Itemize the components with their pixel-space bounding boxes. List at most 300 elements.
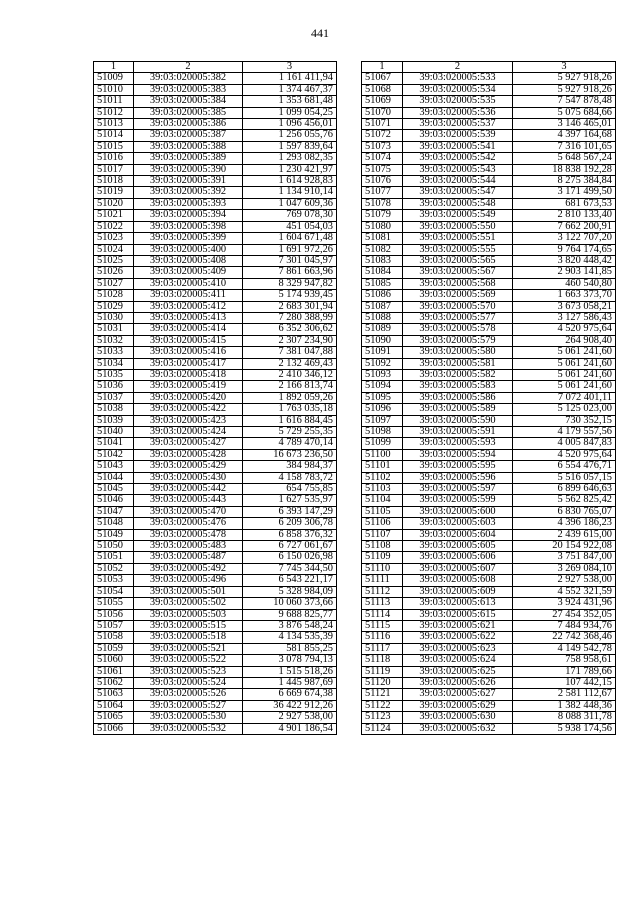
cadastral-code-cell: 39:03:020005:591 xyxy=(403,427,513,438)
table-row xyxy=(94,347,337,358)
row-number-cell: 51115 xyxy=(362,620,403,631)
value-cell: 7 381 047,88 xyxy=(243,347,337,358)
table-row xyxy=(362,700,616,711)
row-number-cell: 51056 xyxy=(94,609,134,620)
row-number-cell: 51085 xyxy=(362,278,403,289)
table-row xyxy=(94,495,337,506)
data-table-right xyxy=(361,61,616,735)
table-row xyxy=(362,609,616,620)
cadastral-code-cell: 39:03:020005:627 xyxy=(403,689,513,700)
cadastral-code-cell: 39:03:020005:535 xyxy=(403,96,513,107)
cadastral-code-cell: 39:03:020005:424 xyxy=(134,427,243,438)
row-number-cell: 51039 xyxy=(94,415,134,426)
cadastral-code-cell: 39:03:020005:415 xyxy=(134,335,243,346)
table-row xyxy=(362,620,616,631)
value-cell: 4 520 975,64 xyxy=(513,324,616,335)
value-cell: 10 060 373,66 xyxy=(243,598,337,609)
value-cell: 1 293 082,35 xyxy=(243,153,337,164)
value-cell: 1 353 681,48 xyxy=(243,96,337,107)
value-cell: 9 764 174,65 xyxy=(513,244,616,255)
row-number-cell: 51103 xyxy=(362,484,403,495)
table-row xyxy=(94,643,337,654)
row-number-cell: 51093 xyxy=(362,369,403,380)
value-cell: 5 729 255,35 xyxy=(243,427,337,438)
value-cell: 6 858 376,32 xyxy=(243,529,337,540)
value-cell: 9 688 825,77 xyxy=(243,609,337,620)
row-number-cell: 51044 xyxy=(94,472,134,483)
cadastral-code-cell: 39:03:020005:524 xyxy=(134,677,243,688)
row-number-cell: 51098 xyxy=(362,427,403,438)
row-number-cell: 51108 xyxy=(362,541,403,552)
row-number-cell: 51047 xyxy=(94,506,134,517)
cadastral-code-cell: 39:03:020005:382 xyxy=(134,73,243,84)
cadastral-code-cell: 39:03:020005:544 xyxy=(403,176,513,187)
row-number-cell: 51121 xyxy=(362,689,403,700)
table-row xyxy=(362,677,616,688)
row-number-cell: 51031 xyxy=(94,324,134,335)
value-cell: 730 352,15 xyxy=(513,415,616,426)
table-row xyxy=(362,107,616,118)
table-row xyxy=(94,609,337,620)
cadastral-code-cell: 39:03:020005:387 xyxy=(134,130,243,141)
row-number-cell: 51070 xyxy=(362,107,403,118)
table-row xyxy=(94,358,337,369)
cadastral-code-cell: 39:03:020005:589 xyxy=(403,404,513,415)
table-row xyxy=(94,301,337,312)
value-cell: 4 396 186,23 xyxy=(513,518,616,529)
table-row xyxy=(94,392,337,403)
table-row xyxy=(94,267,337,278)
row-number-cell: 51027 xyxy=(94,278,134,289)
row-number-cell: 51021 xyxy=(94,210,134,221)
table-row xyxy=(362,632,616,643)
row-number-cell: 51079 xyxy=(362,210,403,221)
cadastral-code-cell: 39:03:020005:409 xyxy=(134,267,243,278)
cadastral-code-cell: 39:03:020005:543 xyxy=(403,164,513,175)
row-number-cell: 51075 xyxy=(362,164,403,175)
table-row xyxy=(94,518,337,529)
cadastral-code-cell: 39:03:020005:388 xyxy=(134,141,243,152)
row-number-cell: 51087 xyxy=(362,301,403,312)
row-number-cell: 51065 xyxy=(94,712,134,723)
data-table-left xyxy=(93,61,337,735)
table-row xyxy=(362,712,616,723)
page-number: 441 xyxy=(311,26,329,40)
row-number-cell: 51112 xyxy=(362,586,403,597)
table-row xyxy=(362,427,616,438)
value-cell: 3 924 431,96 xyxy=(513,598,616,609)
value-cell: 6 830 765,07 xyxy=(513,506,616,517)
column-header-cadastral-code: 2 xyxy=(403,62,513,73)
row-number-cell: 51036 xyxy=(94,381,134,392)
row-number-cell: 51024 xyxy=(94,244,134,255)
cadastral-code-cell: 39:03:020005:567 xyxy=(403,267,513,278)
table-row xyxy=(94,712,337,723)
cadastral-code-cell: 39:03:020005:624 xyxy=(403,655,513,666)
value-cell: 7 316 101,65 xyxy=(513,141,616,152)
value-cell: 7 547 878,48 xyxy=(513,96,616,107)
value-cell: 3 820 448,42 xyxy=(513,255,616,266)
value-cell: 3 673 058,21 xyxy=(513,301,616,312)
value-cell: 1 374 467,37 xyxy=(243,84,337,95)
table-row xyxy=(94,586,337,597)
value-cell: 6 352 306,62 xyxy=(243,324,337,335)
row-number-cell: 51023 xyxy=(94,233,134,244)
row-number-cell: 51010 xyxy=(94,84,134,95)
value-cell: 3 146 465,01 xyxy=(513,119,616,130)
row-number-cell: 51077 xyxy=(362,187,403,198)
value-cell: 5 061 241,60 xyxy=(513,369,616,380)
value-cell: 1 445 987,69 xyxy=(243,677,337,688)
row-number-cell: 51067 xyxy=(362,73,403,84)
value-cell: 4 901 186,54 xyxy=(243,723,337,734)
cadastral-code-cell: 39:03:020005:593 xyxy=(403,438,513,449)
cadastral-code-cell: 39:03:020005:532 xyxy=(134,723,243,734)
cadastral-code-cell: 39:03:020005:521 xyxy=(134,643,243,654)
value-cell: 3 078 794,13 xyxy=(243,655,337,666)
cadastral-code-cell: 39:03:020005:392 xyxy=(134,187,243,198)
cadastral-code-cell: 39:03:020005:429 xyxy=(134,461,243,472)
value-cell: 22 742 368,46 xyxy=(513,632,616,643)
row-number-cell: 51114 xyxy=(362,609,403,620)
value-cell: 6 150 026,98 xyxy=(243,552,337,563)
cadastral-code-cell: 39:03:020005:586 xyxy=(403,392,513,403)
value-cell: 5 938 174,56 xyxy=(513,723,616,734)
value-cell: 1 691 972,26 xyxy=(243,244,337,255)
column-header-value: 3 xyxy=(243,62,337,73)
cadastral-code-cell: 39:03:020005:384 xyxy=(134,96,243,107)
table-row xyxy=(362,575,616,586)
row-number-cell: 51123 xyxy=(362,712,403,723)
row-number-cell: 51064 xyxy=(94,700,134,711)
table-row xyxy=(362,472,616,483)
value-cell: 8 275 384,84 xyxy=(513,176,616,187)
table-row xyxy=(362,278,616,289)
table-row xyxy=(362,392,616,403)
cadastral-code-cell: 39:03:020005:383 xyxy=(134,84,243,95)
cadastral-code-cell: 39:03:020005:430 xyxy=(134,472,243,483)
table-row xyxy=(94,73,337,84)
table-row xyxy=(94,176,337,187)
value-cell: 1 614 928,83 xyxy=(243,176,337,187)
value-cell: 5 927 918,26 xyxy=(513,84,616,95)
row-number-cell: 51054 xyxy=(94,586,134,597)
value-cell: 1 161 411,94 xyxy=(243,73,337,84)
row-number-cell: 51088 xyxy=(362,312,403,323)
table-row xyxy=(362,267,616,278)
row-number-cell: 51014 xyxy=(94,130,134,141)
value-cell: 6 393 147,29 xyxy=(243,506,337,517)
cadastral-code-cell: 39:03:020005:569 xyxy=(403,290,513,301)
table-row xyxy=(94,130,337,141)
table-row xyxy=(94,598,337,609)
row-number-cell: 51090 xyxy=(362,335,403,346)
table-row xyxy=(94,700,337,711)
value-cell: 2 581 112,67 xyxy=(513,689,616,700)
value-cell: 1 230 421,97 xyxy=(243,164,337,175)
row-number-cell: 51030 xyxy=(94,312,134,323)
value-cell: 1 616 884,45 xyxy=(243,415,337,426)
table-row xyxy=(94,278,337,289)
cadastral-code-cell: 39:03:020005:622 xyxy=(403,632,513,643)
cadastral-code-cell: 39:03:020005:423 xyxy=(134,415,243,426)
table-row xyxy=(362,438,616,449)
row-number-cell: 51053 xyxy=(94,575,134,586)
row-number-cell: 51113 xyxy=(362,598,403,609)
cadastral-code-cell: 39:03:020005:548 xyxy=(403,198,513,209)
cadastral-code-cell: 39:03:020005:600 xyxy=(403,506,513,517)
cadastral-code-cell: 39:03:020005:487 xyxy=(134,552,243,563)
cadastral-code-cell: 39:03:020005:390 xyxy=(134,164,243,175)
table-row xyxy=(362,301,616,312)
table-row xyxy=(94,96,337,107)
cadastral-code-cell: 39:03:020005:568 xyxy=(403,278,513,289)
value-cell: 1 892 059,26 xyxy=(243,392,337,403)
cadastral-code-cell: 39:03:020005:578 xyxy=(403,324,513,335)
cadastral-code-cell: 39:03:020005:630 xyxy=(403,712,513,723)
row-number-cell: 51063 xyxy=(94,689,134,700)
cadastral-code-cell: 39:03:020005:400 xyxy=(134,244,243,255)
table-body-right xyxy=(362,73,616,735)
table-row xyxy=(94,552,337,563)
row-number-cell: 51020 xyxy=(94,198,134,209)
table-row xyxy=(362,119,616,130)
value-cell: 4 789 470,14 xyxy=(243,438,337,449)
row-number-cell: 51026 xyxy=(94,267,134,278)
row-number-cell: 51120 xyxy=(362,677,403,688)
row-number-cell: 51068 xyxy=(362,84,403,95)
value-cell: 2 903 141,85 xyxy=(513,267,616,278)
cadastral-code-cell: 39:03:020005:533 xyxy=(403,73,513,84)
cadastral-code-cell: 39:03:020005:391 xyxy=(134,176,243,187)
row-number-cell: 51095 xyxy=(362,392,403,403)
value-cell: 4 005 847,83 xyxy=(513,438,616,449)
table-row xyxy=(94,506,337,517)
cadastral-code-cell: 39:03:020005:537 xyxy=(403,119,513,130)
row-number-cell: 51094 xyxy=(362,381,403,392)
row-number-cell: 51109 xyxy=(362,552,403,563)
cadastral-code-cell: 39:03:020005:621 xyxy=(403,620,513,631)
table-row xyxy=(362,198,616,209)
table-row xyxy=(362,84,616,95)
table-row xyxy=(362,187,616,198)
cadastral-code-cell: 39:03:020005:414 xyxy=(134,324,243,335)
row-number-cell: 51046 xyxy=(94,495,134,506)
table-row xyxy=(362,176,616,187)
row-number-cell: 51049 xyxy=(94,529,134,540)
row-number-cell: 51035 xyxy=(94,369,134,380)
row-number-cell: 51028 xyxy=(94,290,134,301)
row-number-cell: 51106 xyxy=(362,518,403,529)
value-cell: 460 540,80 xyxy=(513,278,616,289)
value-cell: 7 301 045,97 xyxy=(243,255,337,266)
cadastral-code-cell: 39:03:020005:541 xyxy=(403,141,513,152)
table-row xyxy=(94,244,337,255)
value-cell: 16 673 236,50 xyxy=(243,449,337,460)
value-cell: 8 088 311,78 xyxy=(513,712,616,723)
value-cell: 5 516 057,15 xyxy=(513,472,616,483)
row-number-cell: 51091 xyxy=(362,347,403,358)
row-number-cell: 51016 xyxy=(94,153,134,164)
table-row xyxy=(362,233,616,244)
table-row xyxy=(362,495,616,506)
row-number-cell: 51034 xyxy=(94,358,134,369)
table-row xyxy=(362,244,616,255)
row-number-cell: 51037 xyxy=(94,392,134,403)
row-number-cell: 51122 xyxy=(362,700,403,711)
table-row xyxy=(362,96,616,107)
row-number-cell: 51011 xyxy=(94,96,134,107)
value-cell: 1 047 609,36 xyxy=(243,198,337,209)
row-number-cell: 51081 xyxy=(362,233,403,244)
table-row xyxy=(94,427,337,438)
value-cell: 4 520 975,64 xyxy=(513,449,616,460)
value-cell: 171 789,66 xyxy=(513,666,616,677)
table-row xyxy=(94,689,337,700)
table-row xyxy=(362,689,616,700)
row-number-cell: 51073 xyxy=(362,141,403,152)
table-row xyxy=(362,461,616,472)
row-number-cell: 51043 xyxy=(94,461,134,472)
cadastral-code-cell: 39:03:020005:408 xyxy=(134,255,243,266)
value-cell: 6 543 221,17 xyxy=(243,575,337,586)
cadastral-code-cell: 39:03:020005:604 xyxy=(403,529,513,540)
value-cell: 6 727 061,67 xyxy=(243,541,337,552)
value-cell: 3 751 847,00 xyxy=(513,552,616,563)
value-cell: 2 439 615,00 xyxy=(513,529,616,540)
cadastral-code-cell: 39:03:020005:597 xyxy=(403,484,513,495)
table-row xyxy=(362,255,616,266)
table-row xyxy=(362,723,616,734)
cadastral-code-cell: 39:03:020005:501 xyxy=(134,586,243,597)
cadastral-code-cell: 39:03:020005:608 xyxy=(403,575,513,586)
value-cell: 5 075 684,66 xyxy=(513,107,616,118)
table-row xyxy=(94,290,337,301)
table-row xyxy=(94,153,337,164)
row-number-cell: 51033 xyxy=(94,347,134,358)
table-header-row xyxy=(362,62,616,73)
row-number-cell: 51040 xyxy=(94,427,134,438)
cadastral-code-cell: 39:03:020005:594 xyxy=(403,449,513,460)
cadastral-code-cell: 39:03:020005:526 xyxy=(134,689,243,700)
cadastral-code-cell: 39:03:020005:518 xyxy=(134,632,243,643)
table-row xyxy=(94,84,337,95)
value-cell: 3 171 499,50 xyxy=(513,187,616,198)
row-number-cell: 51052 xyxy=(94,563,134,574)
table-row xyxy=(362,563,616,574)
row-number-cell: 51048 xyxy=(94,518,134,529)
cadastral-code-cell: 39:03:020005:549 xyxy=(403,210,513,221)
cadastral-code-cell: 39:03:020005:550 xyxy=(403,221,513,232)
table-row xyxy=(362,335,616,346)
cadastral-code-cell: 39:03:020005:515 xyxy=(134,620,243,631)
table-row xyxy=(94,233,337,244)
cadastral-code-cell: 39:03:020005:418 xyxy=(134,369,243,380)
table-row xyxy=(94,484,337,495)
table-row xyxy=(362,415,616,426)
row-number-cell: 51116 xyxy=(362,632,403,643)
cadastral-code-cell: 39:03:020005:478 xyxy=(134,529,243,540)
value-cell: 6 554 476,71 xyxy=(513,461,616,472)
table-row xyxy=(362,655,616,666)
value-cell: 107 442,15 xyxy=(513,677,616,688)
row-number-cell: 51124 xyxy=(362,723,403,734)
value-cell: 1 763 035,18 xyxy=(243,404,337,415)
table-row xyxy=(362,484,616,495)
cadastral-code-cell: 39:03:020005:582 xyxy=(403,369,513,380)
value-cell: 2 927 538,00 xyxy=(513,575,616,586)
value-cell: 2 307 234,90 xyxy=(243,335,337,346)
cadastral-code-cell: 39:03:020005:394 xyxy=(134,210,243,221)
cadastral-code-cell: 39:03:020005:599 xyxy=(403,495,513,506)
row-number-cell: 51015 xyxy=(94,141,134,152)
cadastral-code-cell: 39:03:020005:626 xyxy=(403,677,513,688)
value-cell: 6 669 674,38 xyxy=(243,689,337,700)
cadastral-code-cell: 39:03:020005:579 xyxy=(403,335,513,346)
table-row xyxy=(94,415,337,426)
row-number-cell: 51096 xyxy=(362,404,403,415)
table-row xyxy=(94,324,337,335)
row-number-cell: 51119 xyxy=(362,666,403,677)
cadastral-code-cell: 39:03:020005:420 xyxy=(134,392,243,403)
value-cell: 769 078,30 xyxy=(243,210,337,221)
cadastral-code-cell: 39:03:020005:555 xyxy=(403,244,513,255)
table-row xyxy=(362,312,616,323)
value-cell: 5 174 939,45 xyxy=(243,290,337,301)
row-number-cell: 51105 xyxy=(362,506,403,517)
value-cell: 3 876 548,24 xyxy=(243,620,337,631)
table-row xyxy=(94,541,337,552)
cadastral-code-cell: 39:03:020005:606 xyxy=(403,552,513,563)
cadastral-code-cell: 39:03:020005:609 xyxy=(403,586,513,597)
value-cell: 1 099 054,25 xyxy=(243,107,337,118)
value-cell: 1 515 518,26 xyxy=(243,666,337,677)
cadastral-code-cell: 39:03:020005:483 xyxy=(134,541,243,552)
row-number-cell: 51107 xyxy=(362,529,403,540)
cadastral-code-cell: 39:03:020005:527 xyxy=(134,700,243,711)
row-number-cell: 51042 xyxy=(94,449,134,460)
row-number-cell: 51059 xyxy=(94,643,134,654)
value-cell: 4 134 535,39 xyxy=(243,632,337,643)
cadastral-code-cell: 39:03:020005:443 xyxy=(134,495,243,506)
cadastral-code-cell: 39:03:020005:522 xyxy=(134,655,243,666)
cadastral-code-cell: 39:03:020005:565 xyxy=(403,255,513,266)
value-cell: 3 269 084,10 xyxy=(513,563,616,574)
table-row xyxy=(362,598,616,609)
table-row xyxy=(362,518,616,529)
table-row xyxy=(94,575,337,586)
cadastral-code-cell: 39:03:020005:539 xyxy=(403,130,513,141)
value-cell: 6 209 306,78 xyxy=(243,518,337,529)
column-header-cadastral-code: 2 xyxy=(134,62,243,73)
row-number-cell: 51111 xyxy=(362,575,403,586)
value-cell: 1 256 055,76 xyxy=(243,130,337,141)
cadastral-code-cell: 39:03:020005:442 xyxy=(134,484,243,495)
table-row xyxy=(362,324,616,335)
table-row xyxy=(94,107,337,118)
value-cell: 6 899 646,63 xyxy=(513,484,616,495)
row-number-cell: 51092 xyxy=(362,358,403,369)
value-cell: 5 328 984,09 xyxy=(243,586,337,597)
cadastral-code-cell: 39:03:020005:632 xyxy=(403,723,513,734)
row-number-cell: 51029 xyxy=(94,301,134,312)
value-cell: 7 484 934,76 xyxy=(513,620,616,631)
value-cell: 581 855,25 xyxy=(243,643,337,654)
cadastral-code-cell: 39:03:020005:398 xyxy=(134,221,243,232)
table-row xyxy=(362,449,616,460)
cadastral-code-cell: 39:03:020005:547 xyxy=(403,187,513,198)
row-number-cell: 51072 xyxy=(362,130,403,141)
